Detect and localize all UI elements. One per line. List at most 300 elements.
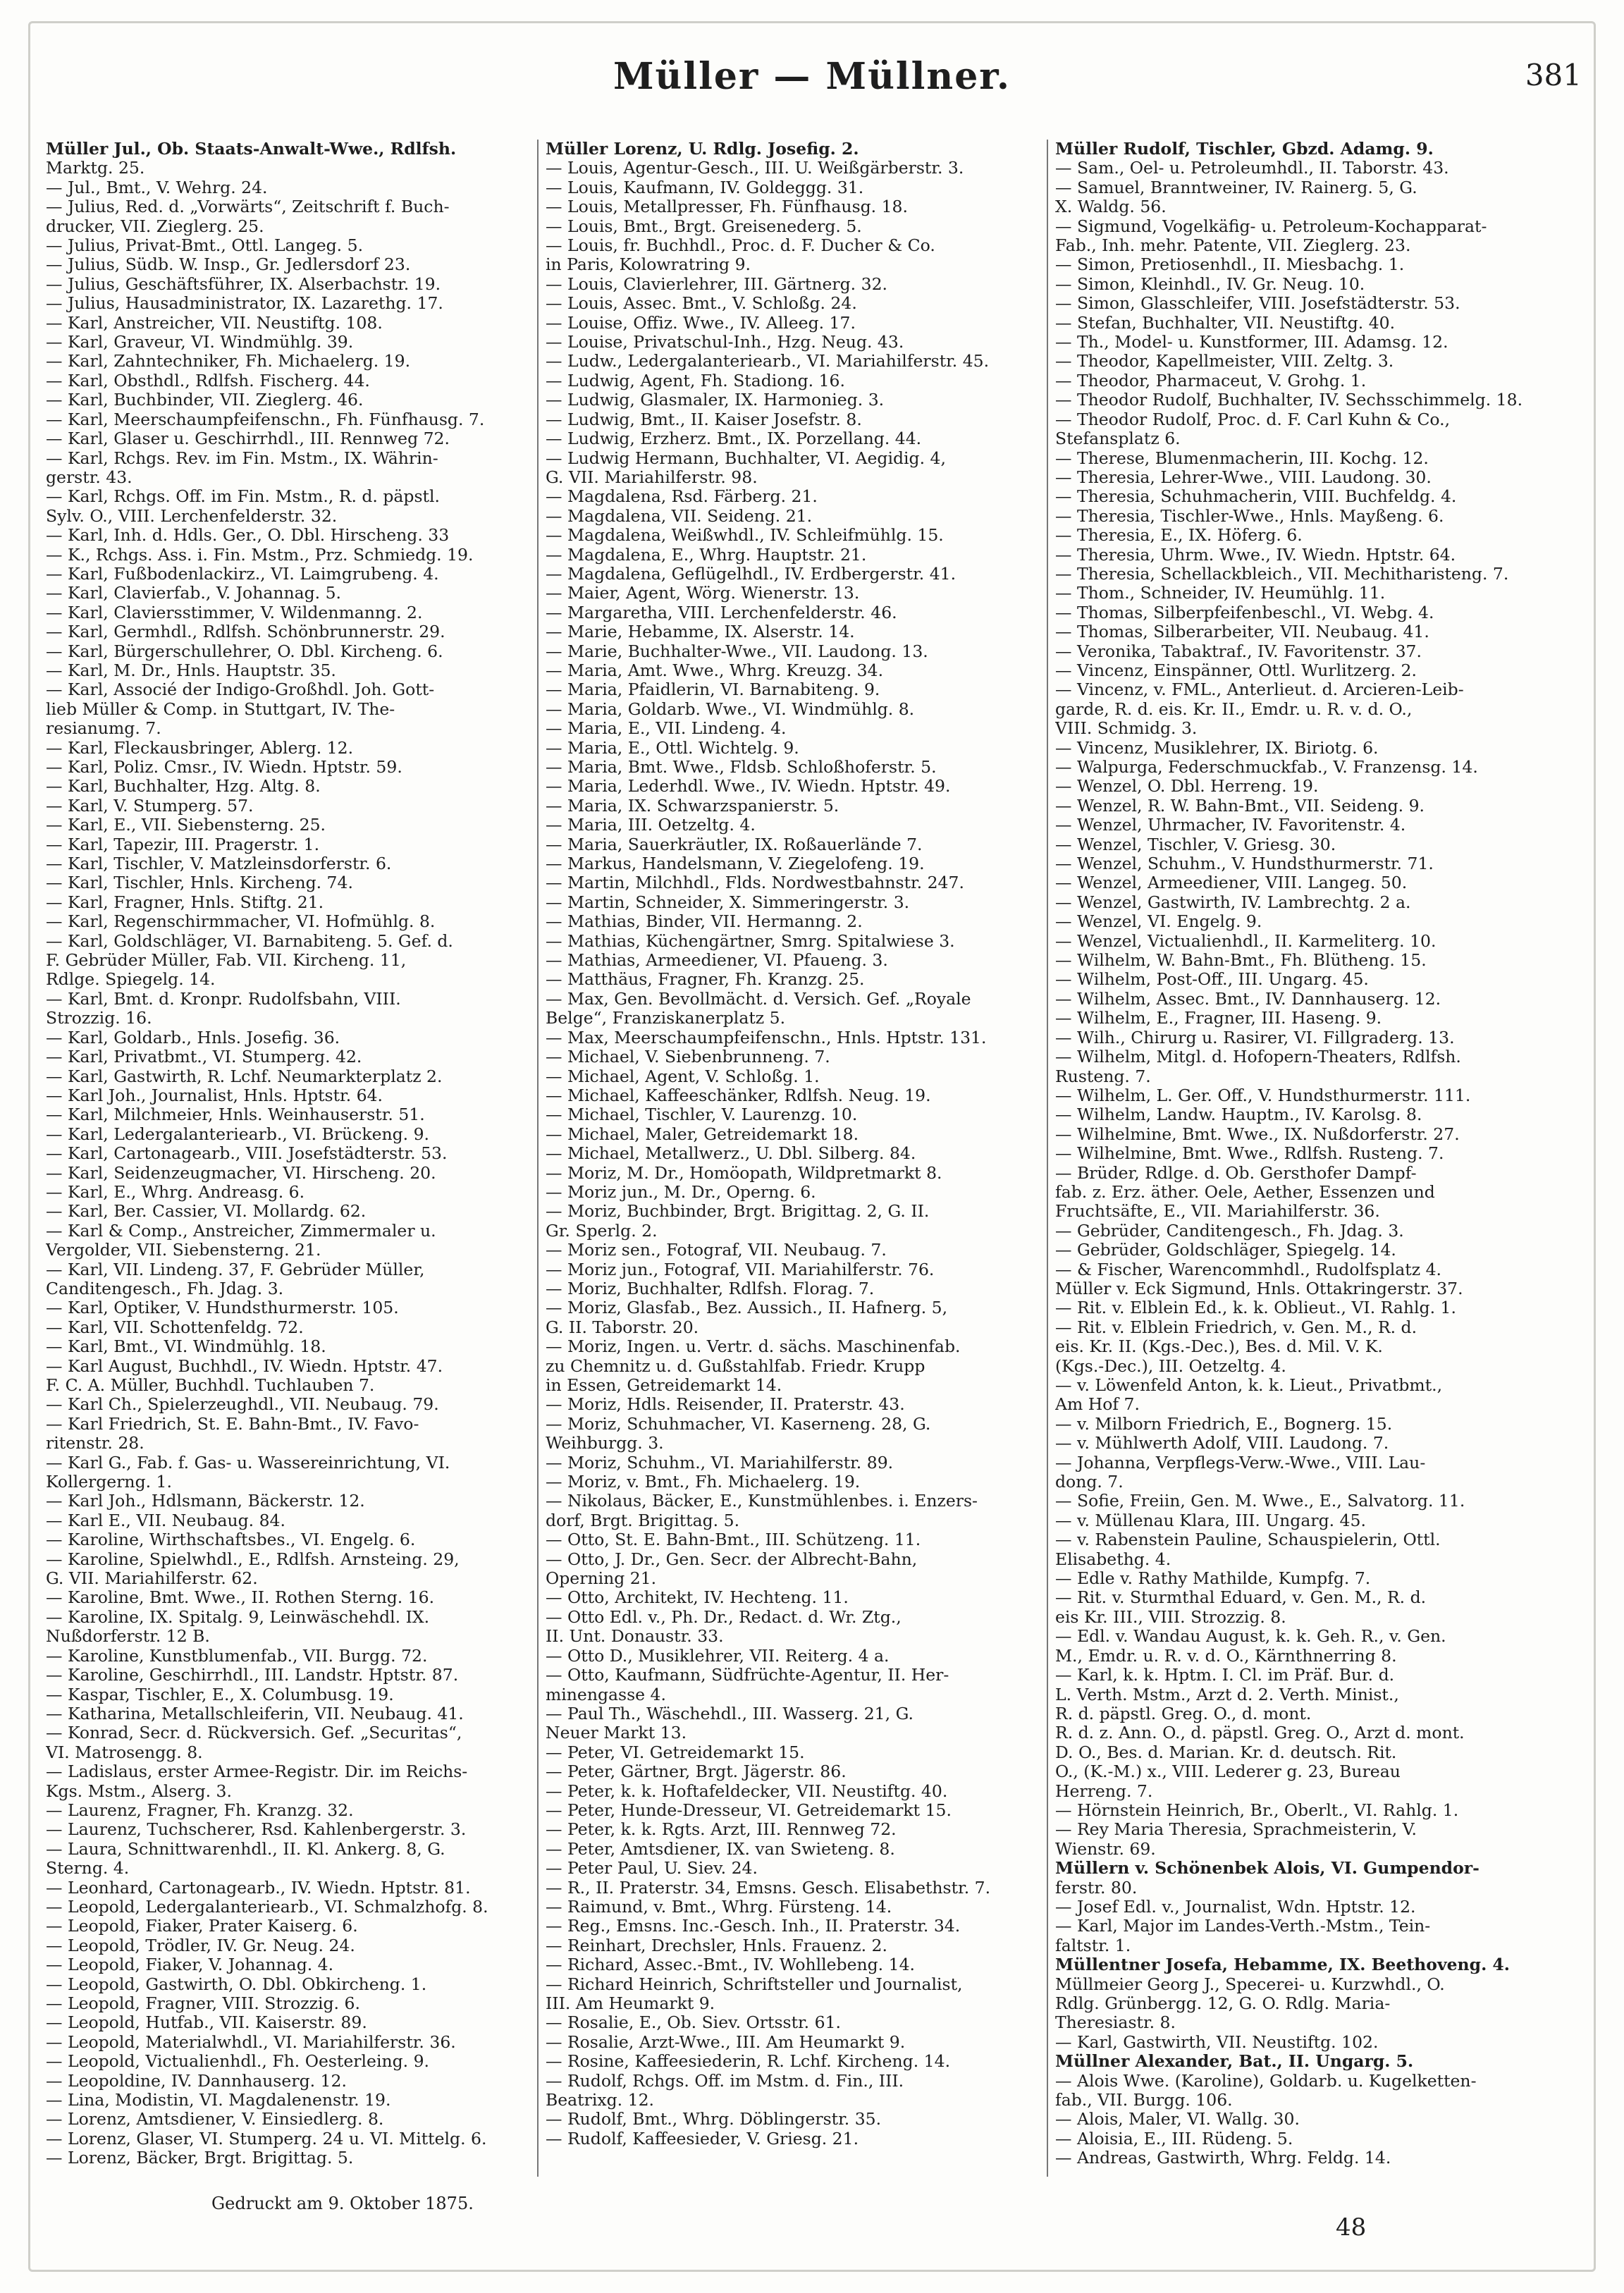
directory-entry-line: — Karl, Tapezir, III. Pragerstr. 1. (46, 835, 320, 854)
directory-entry-line: Gr. Sperlg. 2. (546, 1221, 658, 1241)
directory-entry-line: — Leopold, Gastwirth, O. Dbl. Obkircheng. 1. (46, 1974, 427, 1994)
directory-entry-line: — Karoline, Wirthschaftsbes., VI. Engelg. 6. (46, 1530, 416, 1550)
directory-entry-line: G. II. Taborstr. 20. (546, 1317, 699, 1337)
directory-entry-line: — Julius, Hausadministrator, IX. Lazarethg. 17. (46, 294, 443, 314)
directory-entry-line: lieb Müller & Comp. in Stuttgart, IV. The- (46, 699, 395, 719)
directory-entry-line: Am Hof 7. (1055, 1395, 1140, 1415)
directory-entry-line: — Theodor Rudolf, Proc. d. F. Carl Kuhn & Co., (1055, 410, 1451, 429)
directory-entry-line: G. VII. Mariahilferstr. 98. (546, 467, 758, 487)
directory-entry-line: II. Unt. Donaustr. 33. (546, 1627, 724, 1647)
directory-entry-line: — & Fischer, Warencommhdl., Rudolfsplatz 4. (1055, 1260, 1441, 1279)
directory-entry-line: — Moriz, Buchbinder, Brgt. Brigittag. 2, G. II. (546, 1202, 930, 1222)
directory-entry-line: — Karl, Regenschirmmacher, VI. Hofmühlg. 8. (46, 912, 436, 932)
directory-entry-line: — Maria, Amt. Wwe., Whrg. Kreuzg. 34. (546, 660, 884, 680)
directory-entry-line: — Karl, VII. Schottenfeldg. 72. (46, 1317, 304, 1337)
directory-entry-line: gerstr. 43. (46, 467, 133, 487)
directory-entry-line: — Leopold, Materialwhdl., VI. Mariahilferstr. 36. (46, 2032, 456, 2052)
directory-entry-line: — Theodor Rudolf, Buchhalter, IV. Sechsschimmelg. 18. (1055, 391, 1523, 410)
directory-entry-line: — Wilhelmine, Bmt. Wwe., Rdlfsh. Rusteng. 7. (1055, 1144, 1444, 1164)
directory-entry-line: D. O., Bes. d. Marian. Kr. d. deutsch. Rit. (1055, 1742, 1397, 1762)
directory-entry-line: Canditengesch., Fh. Jdag. 3. (46, 1279, 284, 1298)
directory-entry-line: — Karl, Germhdl., Rdlfsh. Schönbrunnerstr. 29. (46, 622, 445, 642)
directory-entry-line: — Peter, Hunde-Dresseur, VI. Getreidemarkt 15. (546, 1800, 952, 1820)
directory-entry-line: — Otto, J. Dr., Gen. Secr. der Albrecht-Bahn, (546, 1549, 918, 1569)
directory-entry-line: — Michael, Tischler, V. Laurenzg. 10. (546, 1105, 858, 1125)
directory-entry-line: — Wenzel, Gastwirth, IV. Lambrechtg. 2 a. (1055, 892, 1411, 912)
directory-entry-line: — Jul., Bmt., V. Wehrg. 24. (46, 178, 268, 197)
directory-entry-line: — Michael, Maler, Getreidemarkt 18. (546, 1124, 859, 1144)
directory-entry-line: — Peter, k. k. Hoftafeldecker, VII. Neustiftg. 40. (546, 1781, 948, 1801)
directory-entry-line: Fab., Inh. mehr. Patente, VII. Zieglerg. 23. (1055, 236, 1411, 256)
directory-entry-line: — Wenzel, R. W. Bahn-Bmt., VII. Seideng. 9. (1055, 796, 1425, 816)
directory-entry-line: — Rosine, Kaffeesiederin, R. Lchf. Kircheng. 14. (546, 2052, 951, 2072)
directory-entry-line: — Otto, St. E. Bahn-Bmt., III. Schützeng. 11. (546, 1530, 921, 1550)
directory-entry-line: — Ludw., Ledergalanteriearb., VI. Mariahilferstr. 45. (546, 352, 990, 371)
directory-entry-line: — Karl Joh., Hdlsmann, Bäckerstr. 12. (46, 1492, 365, 1511)
directory-entry-line: — Edle v. Rathy Mathilde, Kumpfg. 7. (1055, 1569, 1371, 1589)
directory-entry-line: — Wenzel, Armeediener, VIII. Langeg. 50. (1055, 873, 1408, 893)
directory-entry-line: — Karl, Obsthdl., Rdlfsh. Fischerg. 44. (46, 371, 370, 391)
directory-entry-line: garde, R. d. eis. Kr. II., Emdr. u. R. v. d. O., (1055, 699, 1413, 719)
directory-entry-line: — v. Rabenstein Pauline, Schauspielerin, Ottl. (1055, 1530, 1441, 1550)
directory-entry-line: — Matthäus, Fragner, Fh. Kranzg. 25. (546, 970, 865, 990)
directory-entry-line: — Karl Ch., Spielerzeughdl., VII. Neubaug. 79. (46, 1395, 439, 1415)
directory-entry-line: — Karl, Zahntechniker, Fh. Michaelerg. 19. (46, 352, 411, 371)
directory-entry-line: — Michael, Metallwerz., U. Dbl. Silberg. 84. (546, 1144, 916, 1164)
directory-entry-line: — Karl, Fleckausbringer, Ablerg. 12. (46, 738, 354, 758)
directory-entry-line: — Theresia, Lehrer-Wwe., VIII. Laudong. 30. (1055, 467, 1432, 487)
directory-entry-line: — Karoline, Bmt. Wwe., II. Rothen Sterng. 16. (46, 1588, 435, 1608)
directory-entry-line: — Katharina, Metallschleiferin, VII. Neubaug. 41. (46, 1704, 464, 1723)
directory-entry-line: — Karl, Tischler, Hnls. Kircheng. 74. (46, 873, 353, 893)
directory-entry-line: — Julius, Privat-Bmt., Ottl. Langeg. 5. (46, 236, 364, 256)
directory-entry-line: — Karl, Associé der Indigo-Großhdl. Joh. Gott- (46, 680, 435, 700)
directory-entry-line: — Andreas, Gastwirth, Whrg. Feldg. 14. (1055, 2148, 1391, 2168)
directory-entry-line: — Karl, Tischler, V. Matzleinsdorferstr. 6. (46, 854, 392, 874)
directory-entry-line: — Ladislaus, erster Armee-Registr. Dir. im Reichs- (46, 1762, 468, 1782)
directory-entry-line: — Moriz sen., Fotograf, VII. Neubaug. 7. (546, 1241, 887, 1260)
directory-entry-line: — Karl, Rchgs. Off. im Fin. Mstm., R. d. päpstl. (46, 487, 440, 507)
directory-entry-line: Marktg. 25. (46, 159, 145, 178)
directory-entry-line: Müller v. Eck Sigmund, Hnls. Ottakringerstr. 37. (1055, 1279, 1463, 1298)
directory-entry-line: — Therese, Blumenmacherin, III. Kochg. 12. (1055, 448, 1429, 468)
directory-entry-line: Theresiastr. 8. (1055, 2013, 1176, 2033)
directory-entry-line: ferstr. 80. (1055, 1878, 1138, 1898)
directory-entry-line: — Vincenz, Musiklehrer, IX. Biriotg. 6. (1055, 738, 1379, 758)
directory-entry-line: — Theodor, Pharmaceut, V. Grohg. 1. (1055, 371, 1367, 391)
directory-entry-line: — Magdalena, VII. Seideng. 21. (546, 506, 813, 526)
directory-entry-line: — Magdalena, Rsd. Färberg. 21. (546, 487, 818, 507)
directory-entry-line: — Karl & Comp., Anstreicher, Zimmermaler u. (46, 1221, 436, 1241)
directory-entry-line: — Maria, Goldarb. Wwe., VI. Windmühlg. 8. (546, 699, 915, 719)
directory-entry-line: — Moriz, Schuhmacher, VI. Kaserneng. 28, G. (546, 1414, 931, 1434)
directory-entry-line: — Wenzel, O. Dbl. Herreng. 19. (1055, 777, 1319, 797)
directory-entry-line: — Laura, Schnittwarenhdl., II. Kl. Ankerg. 8, G. (46, 1839, 445, 1859)
directory-entry-line: — Reg., Emsns. Inc.-Gesch. Inh., II. Praterstr. 34. (546, 1917, 961, 1936)
directory-entry-line: Strozzig. 16. (46, 1009, 152, 1028)
directory-entry-line: — Wilhelm, Mitgl. d. Hofopern-Theaters, Rdlfsh. (1055, 1047, 1461, 1067)
directory-entry-line: — Karl, Bmt., VI. Windmühlg. 18. (46, 1337, 326, 1357)
directory-entry-line: — Otto, Kaufmann, Südfrüchte-Agentur, II. Her- (546, 1666, 949, 1685)
directory-entry-line: — Thom., Schneider, IV. Heumühlg. 11. (1055, 584, 1386, 603)
directory-entry-line: — Mathias, Binder, VII. Hermanng. 2. (546, 912, 863, 932)
directory-entry-line: — Karl, E., Whrg. Andreasg. 6. (46, 1182, 305, 1202)
directory-entry-line: — Moriz jun., M. Dr., Operng. 6. (546, 1182, 816, 1202)
directory-entry-line: Wienstr. 69. (1055, 1839, 1156, 1859)
directory-entry-line: VIII. Schmidg. 3. (1055, 719, 1198, 739)
directory-entry-line: — Hörnstein Heinrich, Br., Oberlt., VI. Rahlg. 1. (1055, 1800, 1459, 1820)
directory-entry-line: — Magdalena, E., Whrg. Hauptstr. 21. (546, 545, 867, 565)
directory-entry-line: — Rudolf, Rchgs. Off. im Mstm. d. Fin., III. (546, 2071, 904, 2091)
directory-entry-line: — Ludwig, Bmt., II. Kaiser Josefstr. 8. (546, 410, 862, 429)
directory-entry-line: — Leopold, Hutfab., VII. Kaiserstr. 89. (46, 2013, 367, 2033)
directory-entry-line: — Peter, Amtsdiener, IX. van Swieteng. 8. (546, 1839, 895, 1859)
column-1 (46, 140, 532, 2177)
directory-entry-line: — Konrad, Secr. d. Rückversich. Gef. „Securitas“, (46, 1723, 462, 1743)
directory-entry-line: — Leopold, Trödler, IV. Gr. Neug. 24. (46, 1936, 355, 1955)
directory-entry-line: — Leopold, Fragner, VIII. Strozzig. 6. (46, 1994, 360, 2013)
directory-entry-line: — Karl, Optiker, V. Hundsthurmerstr. 105. (46, 1298, 399, 1318)
directory-entry-line: Rdlg. Grünbergg. 12, G. O. Rdlg. Maria- (1055, 1994, 1391, 2013)
directory-entry-line: — Michael, Agent, V. Schloßg. 1. (546, 1066, 820, 1086)
directory-entry-line: — Rudolf, Kaffeesieder, V. Griesg. 21. (546, 2129, 859, 2148)
directory-entry-line: — Leopold, Fiaker, V. Johannag. 4. (46, 1955, 334, 1975)
directory-entry-line: — Karl, Cartonagearb., VIII. Josefstädterstr. 53. (46, 1144, 448, 1164)
directory-entry-line: — Louis, Assec. Bmt., V. Schloßg. 24. (546, 294, 857, 314)
directory-entry-line: — v. Mühlwerth Adolf, VIII. Laudong. 7. (1055, 1434, 1389, 1453)
directory-entry-line: — Karoline, Geschirrhdl., III. Landstr. Hptstr. 87. (46, 1666, 459, 1685)
directory-entry-line: Müllentner Josefa, Hebamme, IX. Beethoveng. 4. (1055, 1955, 1510, 1975)
directory-entry-line: — Sofie, Freiin, Gen. M. Wwe., E., Salvatorg. 11. (1055, 1492, 1465, 1511)
directory-entry-line: — Moriz, Schuhm., VI. Mariahilferstr. 89. (546, 1453, 894, 1473)
directory-entry-line: — Reinhart, Drechsler, Hnls. Frauenz. 2. (546, 1936, 887, 1955)
directory-entry-line: ritenstr. 28. (46, 1434, 144, 1453)
directory-entry-line: — Moriz, Ingen. u. Vertr. d. sächs. Maschinenfab. (546, 1337, 961, 1357)
directory-entry-line: — Marie, Hebamme, IX. Alserstr. 14. (546, 622, 855, 642)
directory-entry-line: — Simon, Pretiosenhdl., II. Miesbachg. 1. (1055, 255, 1405, 275)
directory-entry-line: — Peter Paul, U. Siev. 24. (546, 1859, 758, 1879)
directory-entry-line: — Karl, Claviersstimmer, V. Wildenmanng. 2. (46, 603, 423, 622)
directory-entry-line: Rdlge. Spiegelg. 14. (46, 970, 216, 990)
directory-entry-line: — Moriz, v. Bmt., Fh. Michaelerg. 19. (546, 1473, 861, 1492)
directory-entry-line: — Mathias, Küchengärtner, Smrg. Spitalwiese 3. (546, 931, 955, 951)
directory-entry-line: — Karl, Buchhalter, Hzg. Altg. 8. (46, 777, 321, 797)
directory-entry-line: — Rit. v. Elblein Ed., k. k. Oblieut., VI. Rahlg. 1. (1055, 1298, 1456, 1318)
directory-entry-line: Vergolder, VII. Siebensterng. 21. (46, 1241, 321, 1260)
directory-entry-line: — Rosalie, Arzt-Wwe., III. Am Heumarkt 9. (546, 2032, 906, 2052)
directory-entry-line: — Karl, Rchgs. Rev. im Fin. Mstm., IX. Währin- (46, 448, 438, 468)
directory-entry-line: eis Kr. III., VIII. Strozzig. 8. (1055, 1607, 1286, 1627)
directory-entry-line: — Ludwig, Glasmaler, IX. Harmonieg. 3. (546, 391, 885, 410)
directory-entry-line: — Maria, IX. Schwarzspanierstr. 5. (546, 796, 839, 816)
directory-entry-line: — Martin, Milchhdl., Flds. Nordwestbahnstr. 247. (546, 873, 964, 893)
directory-entry-line: — Aloisia, E., III. Rüdeng. 5. (1055, 2129, 1293, 2148)
directory-entry-line: — Paul Th., Wäschehdl., III. Wasserg. 21, G. (546, 1704, 914, 1723)
directory-entry-line: — Thomas, Silberpfeifenbeschl., VI. Webg. 4. (1055, 603, 1434, 622)
directory-entry-line: — Walpurga, Federschmuckfab., V. Franzensg. 14. (1055, 758, 1478, 777)
directory-entry-line: dong. 7. (1055, 1473, 1124, 1492)
directory-entry-line: III. Am Heumarkt 9. (546, 1994, 715, 2013)
directory-entry-line: — Karl, Goldarb., Hnls. Josefig. 36. (46, 1028, 340, 1047)
directory-entry-line: — Louis, Metallpresser, Fh. Fünfhausg. 18. (546, 197, 908, 217)
directory-entry-line: — Karl, Glaser u. Geschirrhdl., III. Rennweg 72. (46, 429, 450, 449)
directory-entry-line: — Karl, VII. Lindeng. 37, F. Gebrüder Müller, (46, 1260, 425, 1279)
directory-entry-line: — Richard Heinrich, Schriftsteller und Journalist, (546, 1974, 963, 1994)
directory-entry-line: — Wenzel, VI. Engelg. 9. (1055, 912, 1262, 932)
directory-entry-line: — Laurenz, Fragner, Fh. Kranzg. 32. (46, 1800, 354, 1820)
directory-entry-line: — Karl Joh., Journalist, Hnls. Hptstr. 64. (46, 1086, 383, 1105)
directory-entry-line: Müllmeier Georg J., Specerei- u. Kurzwhdl., O. (1055, 1974, 1445, 1994)
directory-entry-line: — Theresia, E., IX. Höferg. 6. (1055, 526, 1303, 546)
directory-entry-line: — Maria, Pfaidlerin, VI. Barnabiteng. 9. (546, 680, 880, 700)
directory-entry-line: — Theresia, Schuhmacherin, VIII. Buchfeldg. 4. (1055, 487, 1457, 507)
directory-entry-line: — Gebrüder, Canditengesch., Fh. Jdag. 3. (1055, 1221, 1404, 1241)
directory-entry-line: — Karl August, Buchhdl., IV. Wiedn. Hptstr. 47. (46, 1356, 443, 1376)
directory-entry-line: — Alois, Maler, VI. Wallg. 30. (1055, 2110, 1300, 2129)
directory-entry-line: — Karl, Milchmeier, Hnls. Weinhauserstr. 51. (46, 1105, 425, 1125)
directory-entry-line: — Maria, Sauerkräutler, IX. Roßauerlände 7. (546, 835, 923, 854)
directory-entry-line: — Brüder, Rdlge. d. Ob. Gersthofer Dampf- (1055, 1163, 1417, 1183)
directory-entry-line: — Raimund, v. Bmt., Whrg. Fürsteng. 14. (546, 1897, 892, 1917)
directory-entry-line: fab., VII. Burgg. 106. (1055, 2091, 1233, 2110)
column-2 (537, 140, 1043, 2177)
directory-entry-line: — Moriz, Buchhalter, Rdlfsh. Florag. 7. (546, 1279, 875, 1298)
directory-entry-line: — Wilhelm, Post-Off., III. Ungarg. 45. (1055, 970, 1369, 990)
directory-entry-line: — Karoline, IX. Spitalg. 9, Leinwäschehdl. IX. (46, 1607, 430, 1627)
directory-entry-line: Neuer Markt 13. (546, 1723, 687, 1743)
directory-entry-line: — Maria, III. Oetzeltg. 4. (546, 816, 756, 835)
directory-entry-line: in Essen, Getreidemarkt 14. (546, 1376, 782, 1395)
directory-entry-line: F. C. A. Müller, Buchhdl. Tuchlauben 7. (46, 1376, 375, 1395)
directory-entry-line: — Louis, Bmt., Brgt. Greisenederg. 5. (546, 216, 862, 236)
directory-entry-line: — Karl, Meerschaumpfeifenschn., Fh. Fünfhausg. 7. (46, 410, 485, 429)
directory-entry-line: X. Waldg. 56. (1055, 197, 1167, 217)
directory-entry-line: — Louise, Offiz. Wwe., IV. Alleeg. 17. (546, 313, 856, 333)
directory-entry-line: — Karl, Graveur, VI. Windmühlg. 39. (46, 333, 354, 352)
directory-entry-line: G. VII. Mariahilferstr. 62. (46, 1569, 258, 1589)
directory-entry-line: — Julius, Red. d. „Vorwärts“, Zeitschrift f. Buch- (46, 197, 450, 217)
directory-entry-line: — Markus, Handelsmann, V. Ziegelofeng. 19. (546, 854, 925, 874)
directory-entry-line: — Otto Edl. v., Ph. Dr., Redact. d. Wr. Ztg., (546, 1607, 902, 1627)
directory-entry-line: — Moriz jun., Fotograf, VII. Mariahilferstr. 76. (546, 1260, 935, 1279)
directory-entry-line: — Karl, Fragner, Hnls. Stiftg. 21. (46, 892, 324, 912)
directory-entry-line: — Wilhelmine, Bmt. Wwe., IX. Nußdorferstr. 27. (1055, 1124, 1460, 1144)
print-date: Gedruckt am 9. Oktober 1875. (211, 2194, 474, 2213)
directory-entry-line: minengasse 4. (546, 1685, 666, 1704)
directory-entry-line: — v. Milborn Friedrich, E., Bognerg. 15. (1055, 1414, 1393, 1434)
directory-entry-line: Elisabethg. 4. (1055, 1549, 1171, 1569)
directory-entry-line: — Maria, E., VII. Lindeng. 4. (546, 719, 787, 739)
directory-entry-line: Müller Rudolf, Tischler, Gbzd. Adamg. 9. (1055, 140, 1434, 159)
directory-entry-line: — Peter, VI. Getreidemarkt 15. (546, 1742, 805, 1762)
directory-entry-line: F. Gebrüder Müller, Fab. VII. Kircheng. 11, (46, 951, 407, 971)
directory-entry-line: — Moriz, Hdls. Reisender, II. Praterstr. 43. (546, 1395, 905, 1415)
directory-entry-line: — Peter, k. k. Rgts. Arzt, III. Rennweg 72. (546, 1820, 897, 1840)
directory-entry-line: — v. Löwenfeld Anton, k. k. Lieut., Privatbmt., (1055, 1376, 1443, 1395)
directory-entry-line: — Nikolaus, Bäcker, E., Kunstmühlenbes. i. Enzers- (546, 1492, 978, 1511)
directory-entry-line: — Laurenz, Tuchscherer, Rsd. Kahlenbergerstr. 3. (46, 1820, 467, 1840)
directory-entry-line: — Max, Gen. Bevollmächt. d. Versich. Gef. „Royale (546, 989, 971, 1009)
directory-entry-line: — Michael, Kaffeeschänker, Rdlfsh. Neug. 19. (546, 1086, 931, 1105)
directory-entry-line: — Karl, Goldschläger, VI. Barnabiteng. 5. Gef. d. (46, 931, 453, 951)
entry-columns (46, 140, 1582, 2177)
directory-entry-line: — Louis, Kaufmann, IV. Goldeggg. 31. (546, 178, 864, 197)
directory-entry-line: drucker, VII. Zieglerg. 25. (46, 216, 264, 236)
directory-entry-line: — Magdalena, Weißwhdl., IV. Schleifmühlg. 15. (546, 526, 944, 546)
directory-entry-line: — Richard, Assec.-Bmt., IV. Wohllebeng. 14. (546, 1955, 915, 1975)
directory-entry-line: — Karl, k. k. Hptm. I. Cl. im Präf. Bur. d. (1055, 1666, 1395, 1685)
directory-entry-line: — Karl, Fußbodenlackirz., VI. Laimgrubeng. 4. (46, 564, 439, 584)
directory-entry-line: — Otto, Architekt, IV. Hechteng. 11. (546, 1588, 849, 1608)
directory-entry-line: — Margaretha, VIII. Lerchenfelderstr. 46. (546, 603, 897, 622)
directory-entry-line: — Veronika, Tabaktraf., IV. Favoritenstr. 37. (1055, 641, 1422, 661)
directory-entry-line: O., (K.-M.) x., VIII. Lederer g. 23, Bureau (1055, 1762, 1401, 1782)
directory-entry-line: — Johanna, Verpflegs-Verw.-Wwe., VIII. Lau- (1055, 1453, 1426, 1473)
directory-entry-line: — Wenzel, Schuhm., V. Hundsthurmerstr. 71. (1055, 854, 1434, 874)
directory-entry-line: — Louise, Privatschul-Inh., Hzg. Neug. 43. (546, 333, 904, 352)
directory-entry-line: eis. Kr. II. (Kgs.-Dec.), Bes. d. Mil. V. K. (1055, 1337, 1383, 1357)
directory-entry-line: — Leopold, Victualienhdl., Fh. Oesterleing. 9. (46, 2052, 429, 2072)
directory-entry-line: — Sam., Oel- u. Petroleumhdl., II. Taborstr. 43. (1055, 159, 1449, 178)
directory-entry-line: — Julius, Geschäftsführer, IX. Alserbachstr. 19. (46, 274, 441, 294)
directory-entry-line: — Leopoldine, IV. Dannhauserg. 12. (46, 2071, 347, 2091)
directory-entry-line: — Rudolf, Bmt., Whrg. Döblingerstr. 35. (546, 2110, 882, 2129)
directory-entry-line: dorf, Brgt. Brigittag. 5. (546, 1511, 740, 1530)
directory-entry-line: — Lorenz, Amtsdiener, V. Einsiedlerg. 8. (46, 2110, 384, 2129)
sheet-signature: 48 (1336, 2213, 1367, 2242)
directory-entry-line: — Michael, V. Siebenbrunneng. 7. (546, 1047, 830, 1067)
directory-entry-line: Müllern v. Schönenbek Alois, VI. Gumpendor- (1055, 1859, 1480, 1879)
directory-entry-line: — Ludwig, Erzherz. Bmt., IX. Porzellang. 44. (546, 429, 922, 449)
directory-entry-line: — Rit. v. Elblein Friedrich, v. Gen. M., R. d. (1055, 1317, 1417, 1337)
directory-entry-line: — Wilhelm, W. Bahn-Bmt., Fh. Blütheng. 15. (1055, 951, 1427, 971)
directory-entry-line: L. Verth. Mstm., Arzt d. 2. Verth. Minist., (1055, 1685, 1399, 1704)
directory-entry-line: — Louis, Agentur-Gesch., III. U. Weißgärberstr. 3. (546, 159, 964, 178)
directory-entry-line: Fruchtsäfte, E., VII. Mariahilferstr. 36. (1055, 1202, 1380, 1222)
directory-entry-line: — Karl, Privatbmt., VI. Stumperg. 42. (46, 1047, 362, 1067)
directory-entry-line: — Rey Maria Theresia, Sprachmeisterin, V. (1055, 1820, 1417, 1840)
directory-entry-line: — Moriz, Glasfab., Bez. Aussich., II. Hafnerg. 5, (546, 1298, 948, 1318)
directory-entry-line: — Maria, Bmt. Wwe., Fldsb. Schloßhoferstr. 5. (546, 758, 937, 777)
directory-entry-line: faltstr. 1. (1055, 1936, 1131, 1955)
directory-entry-line: fab. z. Erz. äther. Oele, Aether, Essenzen und (1055, 1182, 1435, 1202)
directory-entry-line: resianumg. 7. (46, 719, 161, 739)
directory-entry-line: — Karl Friedrich, St. E. Bahn-Bmt., IV. Favo- (46, 1414, 419, 1434)
directory-entry-line: — Karoline, Spielwhdl., E., Rdlfsh. Arnsteing. 29, (46, 1549, 460, 1569)
directory-entry-line: Sterng. 4. (46, 1859, 130, 1879)
directory-entry-line: — Wenzel, Uhrmacher, IV. Favoritenstr. 4. (1055, 816, 1406, 835)
directory-entry-line: — Rit. v. Sturmthal Eduard, v. Gen. M., R. d. (1055, 1588, 1427, 1608)
directory-entry-line: — Karl, Major im Landes-Verth.-Mstm., Tein- (1055, 1917, 1431, 1936)
directory-entry-line: Kollergerng. 1. (46, 1473, 172, 1492)
column-3 (1047, 140, 1582, 2177)
directory-entry-line: — Vincenz, v. FML., Anterlieut. d. Arcieren-Leib- (1055, 680, 1464, 700)
page-header (42, 55, 1582, 111)
directory-entry-line: — Theresia, Tischler-Wwe., Hnls. Mayßeng. 6. (1055, 506, 1444, 526)
directory-entry-line: — Louis, fr. Buchhdl., Proc. d. F. Ducher & Co. (546, 236, 935, 256)
directory-entry-line: — Wilhelm, E., Fragner, III. Haseng. 9. (1055, 1009, 1382, 1028)
directory-entry-line: — Marie, Buchhalter-Wwe., VII. Laudong. 13. (546, 641, 928, 661)
directory-entry-line: Müller Lorenz, U. Rdlg. Josefig. 2. (546, 140, 859, 159)
directory-entry-line: R. d. päpstl. Greg. O., d. mont. (1055, 1704, 1312, 1723)
directory-entry-line: — Martin, Schneider, X. Simmeringerstr. 3. (546, 892, 910, 912)
directory-entry-line: Weihburgg. 3. (546, 1434, 664, 1453)
directory-entry-line: — Edl. v. Wandau August, k. k. Geh. R., v. Gen. (1055, 1627, 1446, 1647)
directory-entry-line: VI. Matrosengg. 8. (46, 1742, 203, 1762)
directory-entry-line: — Karl, Gastwirth, R. Lchf. Neumarkterplatz 2. (46, 1066, 443, 1086)
directory-entry-line: — Lina, Modistin, VI. Magdalenenstr. 19. (46, 2091, 391, 2110)
directory-entry-line: R. d. z. Ann. O., d. päpstl. Greg. O., Arzt d. mont. (1055, 1723, 1465, 1743)
directory-entry-line: — Theresia, Schellackbleich., VII. Mechitharisteng. 7. (1055, 564, 1509, 584)
directory-entry-line: — Karl, Poliz. Cmsr., IV. Wiedn. Hptstr. 59. (46, 758, 402, 777)
directory-entry-line: zu Chemnitz u. d. Gußstahlfab. Friedr. Krupp (546, 1356, 925, 1376)
directory-entry-line: — Wenzel, Victualienhdl., II. Karmeliterg. 10. (1055, 931, 1437, 951)
directory-entry-line: — Wilhelm, Landw. Hauptm., IV. Karolsg. 8. (1055, 1105, 1422, 1125)
directory-entry-line: — Karl, Anstreicher, VII. Neustiftg. 108. (46, 313, 383, 333)
directory-entry-line: — Ludwig, Agent, Fh. Stadiong. 16. (546, 371, 845, 391)
directory-entry-line: Operning 21. (546, 1569, 657, 1589)
directory-entry-line: Belge“, Franziskanerplatz 5. (546, 1009, 786, 1028)
directory-entry-line: Müller Jul., Ob. Staats-Anwalt-Wwe., Rdlfsh. (46, 140, 457, 159)
directory-entry-line: — Leopold, Fiaker, Prater Kaiserg. 6. (46, 1917, 358, 1936)
directory-entry-line: — Samuel, Branntweiner, IV. Rainerg. 5, G. (1055, 178, 1417, 197)
directory-entry-line: Stefansplatz 6. (1055, 429, 1181, 449)
directory-entry-line: Beatrixg. 12. (546, 2091, 654, 2110)
directory-entry-line: — Sigmund, Vogelkäfig- u. Petroleum-Kochapparat- (1055, 216, 1487, 236)
directory-entry-line: — Karl, E., VII. Siebensterng. 25. (46, 816, 326, 835)
directory-entry-line: Müllner Alexander, Bat., II. Ungarg. 5. (1055, 2052, 1414, 2072)
directory-entry-line: Sylv. O., VIII. Lerchenfelderstr. 32. (46, 506, 338, 526)
directory-entry-line: — Louis, Clavierlehrer, III. Gärtnerg. 32. (546, 274, 887, 294)
directory-entry-line: — Karl, Seidenzeugmacher, VI. Hirscheng. 20. (46, 1163, 436, 1183)
directory-entry-line: — Karoline, Kunstblumenfab., VII. Burgg. 72. (46, 1646, 428, 1666)
directory-entry-line: (Kgs.-Dec.), III. Oetzeltg. 4. (1055, 1356, 1286, 1376)
directory-entry-line: in Paris, Kolowratring 9. (546, 255, 751, 275)
directory-entry-line: — Julius, Südb. W. Insp., Gr. Jedlersdorf 23. (46, 255, 411, 275)
directory-entry-line: — Stefan, Buchhalter, VII. Neustiftg. 40. (1055, 313, 1396, 333)
directory-entry-line: Herreng. 7. (1055, 1781, 1153, 1801)
directory-entry-line: — Karl, Inh. d. Hdls. Ger., O. Dbl. Hirscheng. 33 (46, 526, 450, 546)
directory-entry-line: — Wilh., Chirurg u. Rasirer, VI. Fillgraderg. 13. (1055, 1028, 1455, 1047)
directory-entry-line: — Simon, Kleinhdl., IV. Gr. Neug. 10. (1055, 274, 1365, 294)
directory-entry-line: — Rosalie, E., Ob. Siev. Ortsstr. 61. (546, 2013, 841, 2033)
directory-entry-line: — Magdalena, Geflügelhdl., IV. Erdbergerstr. 41. (546, 564, 956, 584)
directory-entry-line: — Maria, E., Ottl. Wichtelg. 9. (546, 738, 799, 758)
page-number: 381 (1525, 58, 1582, 92)
directory-entry-line: — Karl, Bürgerschullehrer, O. Dbl. Kircheng. 6. (46, 641, 443, 661)
directory-entry-line: — Karl, V. Stumperg. 57. (46, 796, 254, 816)
directory-entry-line: — Peter, Gärtner, Brgt. Jägerstr. 86. (546, 1762, 847, 1782)
directory-entry-line: Nußdorferstr. 12 B. (46, 1627, 210, 1647)
directory-entry-line: — Karl, Ber. Cassier, VI. Mollardg. 62. (46, 1202, 367, 1222)
directory-entry-line: — Ludwig Hermann, Buchhalter, VI. Aegidig. 4, (546, 448, 946, 468)
directory-entry-line: M., Emdr. u. R. v. d. O., Kärnthnerring 8. (1055, 1646, 1397, 1666)
directory-entry-line: — Lorenz, Bäcker, Brgt. Brigittag. 5. (46, 2148, 354, 2168)
directory-entry-line: — Karl, Clavierfab., V. Johannag. 5. (46, 584, 342, 603)
directory-entry-line: — v. Müllenau Klara, III. Ungarg. 45. (1055, 1511, 1366, 1530)
directory-entry-line: — Karl, Bmt. d. Kronpr. Rudolfsbahn, VIII. (46, 989, 401, 1009)
directory-entry-line: — K., Rchgs. Ass. i. Fin. Mstm., Prz. Schmiedg. 19. (46, 545, 474, 565)
directory-entry-line: — Theodor, Kapellmeister, VIII. Zeltg. 3. (1055, 352, 1394, 371)
directory-entry-line: — Thomas, Silberarbeiter, VII. Neubaug. 41. (1055, 622, 1429, 642)
directory-entry-line: — Leopold, Ledergalanteriearb., VI. Schmalzhofg. 8. (46, 1897, 488, 1917)
directory-entry-line: — Simon, Glasschleifer, VIII. Josefstädterstr. 53. (1055, 294, 1460, 314)
directory-entry-line: — Josef Edl. v., Journalist, Wdn. Hptstr. 12. (1055, 1897, 1416, 1917)
directory-entry-line: — Karl, M. Dr., Hnls. Hauptstr. 35. (46, 660, 336, 680)
directory-entry-line: — Alois Wwe. (Karoline), Goldarb. u. Kugelketten- (1055, 2071, 1477, 2091)
directory-entry-line: — Kaspar, Tischler, E., X. Columbusg. 19. (46, 1685, 394, 1704)
directory-entry-line: — Karl E., VII. Neubaug. 84. (46, 1511, 285, 1530)
